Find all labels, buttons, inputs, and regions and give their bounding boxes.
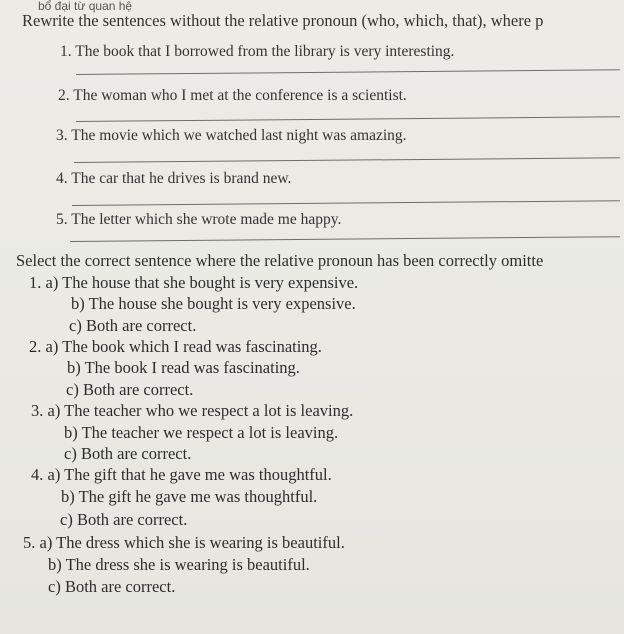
answer-line (72, 200, 620, 206)
option-c: c) Both are correct. (60, 510, 188, 529)
option-c: c) Both are correct. (64, 444, 192, 463)
option-a: 4. a) The gift that he gave me was thoughtful. (31, 465, 332, 484)
exercise1-item: 4. The car that he drives is brand new. (56, 170, 292, 187)
option-b: b) The book I read was fascinating. (67, 358, 300, 377)
option-b: b) The teacher we respect a lot is leaving. (64, 423, 339, 442)
exercise1-item: 2. The woman who I met at the conference is a scientist. (58, 87, 407, 104)
option-c: c) Both are correct. (66, 380, 194, 399)
answer-line (70, 236, 620, 242)
option-b: b) The dress she is wearing is beautiful. (48, 555, 310, 574)
exercise1-item: 5. The letter which she wrote made me happy. (56, 211, 342, 228)
option-a: 5. a) The dress which she is wearing is beautiful. (23, 533, 345, 552)
answer-line (76, 116, 620, 122)
option-a: 3. a) The teacher who we respect a lot is leaving. (31, 401, 354, 420)
answer-line (76, 69, 620, 75)
option-c: c) Both are correct. (48, 577, 176, 596)
option-b: b) The house she bought is very expensive. (71, 294, 356, 313)
option-a: 2. a) The book which I read was fascinating. (29, 337, 322, 356)
cut-off-title: bổ đại từ quan hệ (38, 0, 133, 13)
exercise1-item: 1. The book that I borrowed from the library is very interesting. (60, 43, 455, 60)
option-a: 1. a) The house that she bought is very expensive. (29, 273, 359, 292)
exercise2-instruction: Select the correct sentence where the relative pronoun has been correctly omitte (16, 251, 544, 270)
option-c: c) Both are correct. (69, 316, 197, 335)
answer-line (74, 157, 620, 163)
option-b: b) The gift he gave me was thoughtful. (61, 487, 318, 506)
exercise1-item: 3. The movie which we watched last night was amazing. (56, 127, 407, 144)
exercise1-instruction: Rewrite the sentences without the relative pronoun (who, which, that), where p (22, 11, 544, 30)
